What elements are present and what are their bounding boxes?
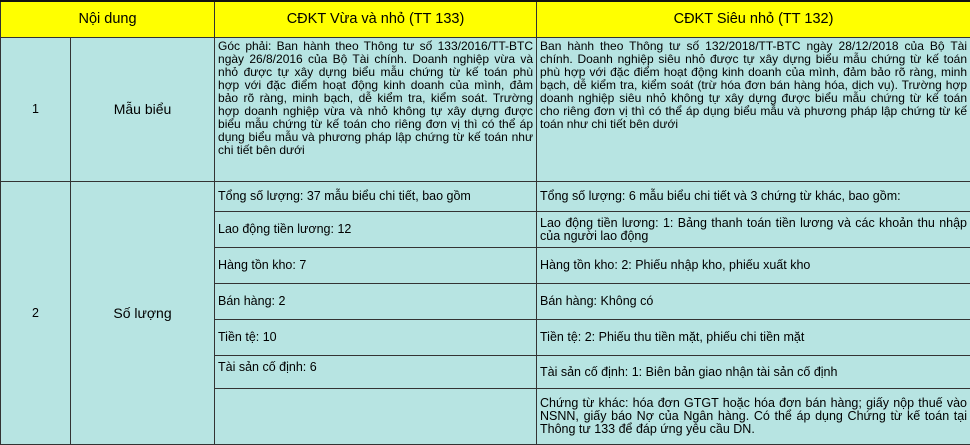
item-tt133-text: Hàng tồn kho: 7 [218,258,306,272]
item-tt132-cell[interactable] [537,182,970,212]
header-row [1,1,970,38]
header-tt132-label: CĐKT Siêu nhỏ (TT 132) [674,11,834,27]
header-tt133-cell[interactable] [215,1,537,38]
header-tt133-label: CĐKT Vừa và nhỏ (TT 133) [287,11,465,27]
row-1 [1,38,970,182]
row-label: Mẫu biểu [114,101,172,117]
row-2-item-1 [1,182,970,212]
tt133-text: Góc phải: Ban hành theo Thông tư số 133/2016/TT-BTC ngày 26/8/2016 của Bộ Tài chính. Doanh nghiệp vừa và nhỏ được tự xây dựng biểu mẫu chứng từ kế toán phù hợp với đặc điểm hoạt động kinh doanh của mình, đảm bảo rõ ràng, minh bạch, dễ kiểm tra, kiểm soát. Trường hợp doanh nghiệp vừa và nhỏ không tự xây dựng được biểu mẫu chứng từ kế toán cho riêng đơn vị thì có thể áp dụng biểu mẫu và phương pháp lập chứng từ kế toán như chi tiết bên dưới [218,40,533,157]
item-tt132-text: Hàng tồn kho: 2: Phiếu nhập kho, phiếu xuất kho [540,258,810,272]
item-tt133-text: Tài sản cố định: 6 [218,360,317,374]
row-1-index-cell[interactable] [1,38,71,182]
row-1-label-cell[interactable] [71,38,215,182]
item-tt132-text: Tiền tệ: 2: Phiếu thu tiền mặt, phiếu chi tiền mặt [540,330,804,344]
item-tt133-cell[interactable] [215,212,537,248]
item-tt132-text: Chứng từ khác: hóa đơn GTGT hoặc hóa đơn bán hàng; giấy nộp thuế vào NSNN, giấy báo Nợ của Ngân hàng. Có thể áp dụng Chứng từ kế toán tại Thông tư 133 để đáp ứng yêu cầu DN. [540,396,967,436]
item-tt132-text: Tài sản cố định: 1: Biên bản giao nhận tài sản cố định [540,365,837,379]
item-tt132-cell[interactable] [537,212,970,248]
item-tt133-cell[interactable] [215,320,537,356]
row-2-index-cell[interactable] [1,182,71,445]
item-tt133-text: Tiền tệ: 10 [218,330,277,344]
row-2-label-cell[interactable] [71,182,215,445]
item-tt132-cell[interactable] [537,389,970,445]
item-tt133-cell[interactable] [215,182,537,212]
row-index: 1 [32,102,39,116]
item-tt133-cell[interactable] [215,284,537,320]
item-tt133-text: Lao động tiền lương: 12 [218,222,351,236]
tt132-text: Ban hành theo Thông tư số 132/2018/TT-BTC ngày 28/12/2018 của Bộ Tài chính. Doanh nghiệp siêu nhỏ được tự xây dựng biểu mẫu chứng từ kế toán phù hợp với đặc điểm hoạt động kinh doanh của mình, đảm bảo rõ ràng, minh bạch, dễ kiểm tra, kiểm soát (trừ hóa đơn bán hàng hóa, dịch vụ). Trường hợp doanh nghiệp siêu nhỏ không tự xây dựng được biểu mẫu chứng từ kế toán cho riêng đơn vị thì có thể áp dụng biểu mẫu và phương pháp lập chứng từ kế toán như chi tiết bên dưới [540,40,967,131]
row-1-tt133-cell[interactable] [215,38,537,182]
item-tt133-cell[interactable] [215,356,537,389]
item-tt132-text: Lao động tiền lương: 1: Bảng thanh toán tiền lương và các khoản thu nhập của người lao động [540,216,967,243]
row-index: 2 [32,306,39,320]
row-1-tt132-cell[interactable] [537,38,970,182]
header-tt132-cell[interactable] [537,1,970,38]
item-tt133-cell[interactable] [215,248,537,284]
item-tt133-text: Tổng số lượng: 37 mẫu biểu chi tiết, bao gồm [218,189,471,203]
row-label: Số lượng [113,305,171,321]
item-tt132-cell[interactable] [537,356,970,389]
item-tt132-text: Tổng số lượng: 6 mẫu biểu chi tiết và 3 chứng từ khác, bao gồm: [540,189,901,203]
item-tt132-text: Bán hàng: Không có [540,294,653,308]
item-tt132-cell[interactable] [537,284,970,320]
header-content-cell[interactable] [1,1,215,38]
header-content-label: Nội dung [78,11,136,27]
item-tt133-text: Bán hàng: 2 [218,294,285,308]
item-tt132-cell[interactable] [537,320,970,356]
item-tt133-cell[interactable] [215,389,537,445]
item-tt132-cell[interactable] [537,248,970,284]
